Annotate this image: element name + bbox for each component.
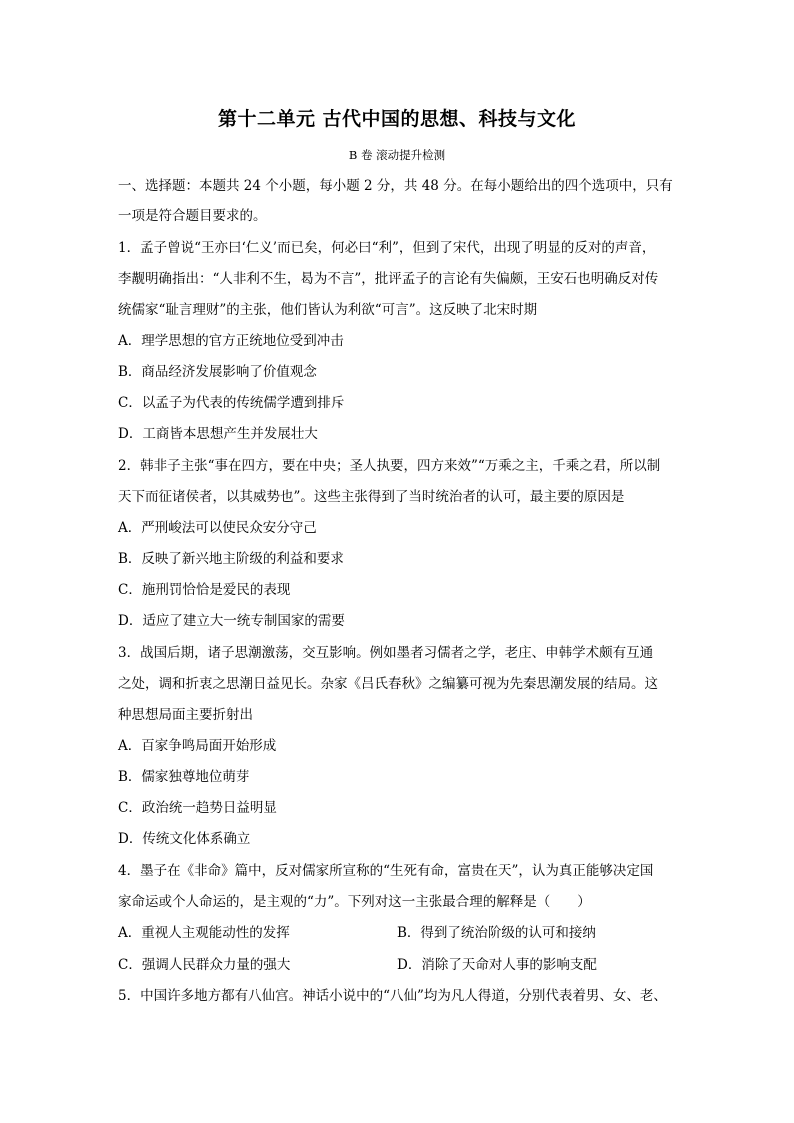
question-2-stem-line-2: 天下而征诸侯者，以其威势也”。这些主张得到了当时统治者的认可，最主要的原因是 [118, 489, 625, 505]
question-4-stem-line-1: 4．墨子在《非命》篇中，反对儒家所宣称的“生死有命，富贵在天”，认为真正能够决定国 [118, 863, 654, 879]
page-subtitle: B 卷 滚动提升检测 [348, 148, 446, 162]
question-1-option-c: C．以孟子为代表的传统儒学遭到排斥 [118, 395, 345, 411]
page-title: 第十二单元 古代中国的思想、科技与文化 [217, 108, 577, 130]
question-2-option-a: A．严刑峻法可以使民众安分守己 [118, 520, 317, 536]
question-5-stem-line-1: 5．中国许多地方都有八仙宫。神话小说中的“八仙”均为凡人得道，分别代表着男、女、老、 [118, 988, 667, 1004]
question-3-stem-line-1: 3．战国后期，诸子思潮激荡，交互影响。例如墨者习儒者之学，老庄、申韩学术颇有互通 [118, 645, 654, 661]
question-3-stem-line-3: 种思想局面主要折射出 [118, 707, 253, 723]
question-4-stem-line-2: 家命运或个人命运的，是主观的“力”。下列对这一主张最合理的解释是（ ） [118, 894, 591, 910]
question-4-option-c: C．强调人民群众力量的强大 [118, 957, 291, 973]
question-3-option-c: C．政治统一趋势日益明显 [118, 800, 277, 816]
question-2-stem-line-1: 2．韩非子主张“事在四方，要在中央；圣人执要，四方来效”“万乘之主，千乘之君，所以制 [118, 458, 661, 474]
question-3-option-b: B．儒家独尊地位萌芽 [118, 769, 250, 785]
question-1-stem-line-2: 李觏明确指出：“人非利不生，曷为不言”，批评孟子的言论有失偏颇，王安石也明确反对传 [118, 271, 659, 287]
question-3-stem-line-2: 之处，调和折衷之思潮日益见长。杂家《吕氏春秋》之编纂可视为先秦思潮发展的结局。这 [118, 676, 658, 692]
question-2-option-d: D．适应了建立大一统专制国家的需要 [118, 613, 345, 629]
section-instructions-line-1: 一、选择题：本题共 24 个小题，每小题 2 分，共 48 分。在每小题给出的四个选项中，只有 [118, 178, 673, 194]
question-1-stem-line-3: 统儒家“耻言理财”的主张，他们皆认为利欲“可言”。这反映了北宋时期 [118, 302, 538, 318]
question-3-option-d: D．传统文化体系确立 [118, 831, 251, 847]
question-1-option-d: D．工商皆本思想产生并发展壮大 [118, 426, 318, 442]
question-2-option-c: C．施刑罚恰恰是爱民的表现 [118, 582, 291, 598]
question-4-option-a: A．重视人主观能动性的发挥 [118, 925, 290, 941]
section-instructions-line-2: 一项是符合题目要求的。 [118, 208, 267, 224]
question-1-option-a: A．理学思想的官方正统地位受到冲击 [118, 333, 344, 349]
question-4-option-d: D．消除了天命对人事的影响支配 [397, 957, 597, 973]
question-3-option-a: A．百家争鸣局面开始形成 [118, 738, 277, 754]
question-2-option-b: B．反映了新兴地主阶级的利益和要求 [118, 551, 344, 567]
question-1-option-b: B．商品经济发展影响了价值观念 [118, 364, 317, 380]
question-4-option-b: B．得到了统治阶级的认可和接纳 [397, 925, 596, 941]
question-1-stem-line-1: 1．孟子曾说“王亦曰‘仁义’而已矣，何必曰“利”，但到了宋代，出现了明显的反对的声音， [118, 240, 656, 256]
